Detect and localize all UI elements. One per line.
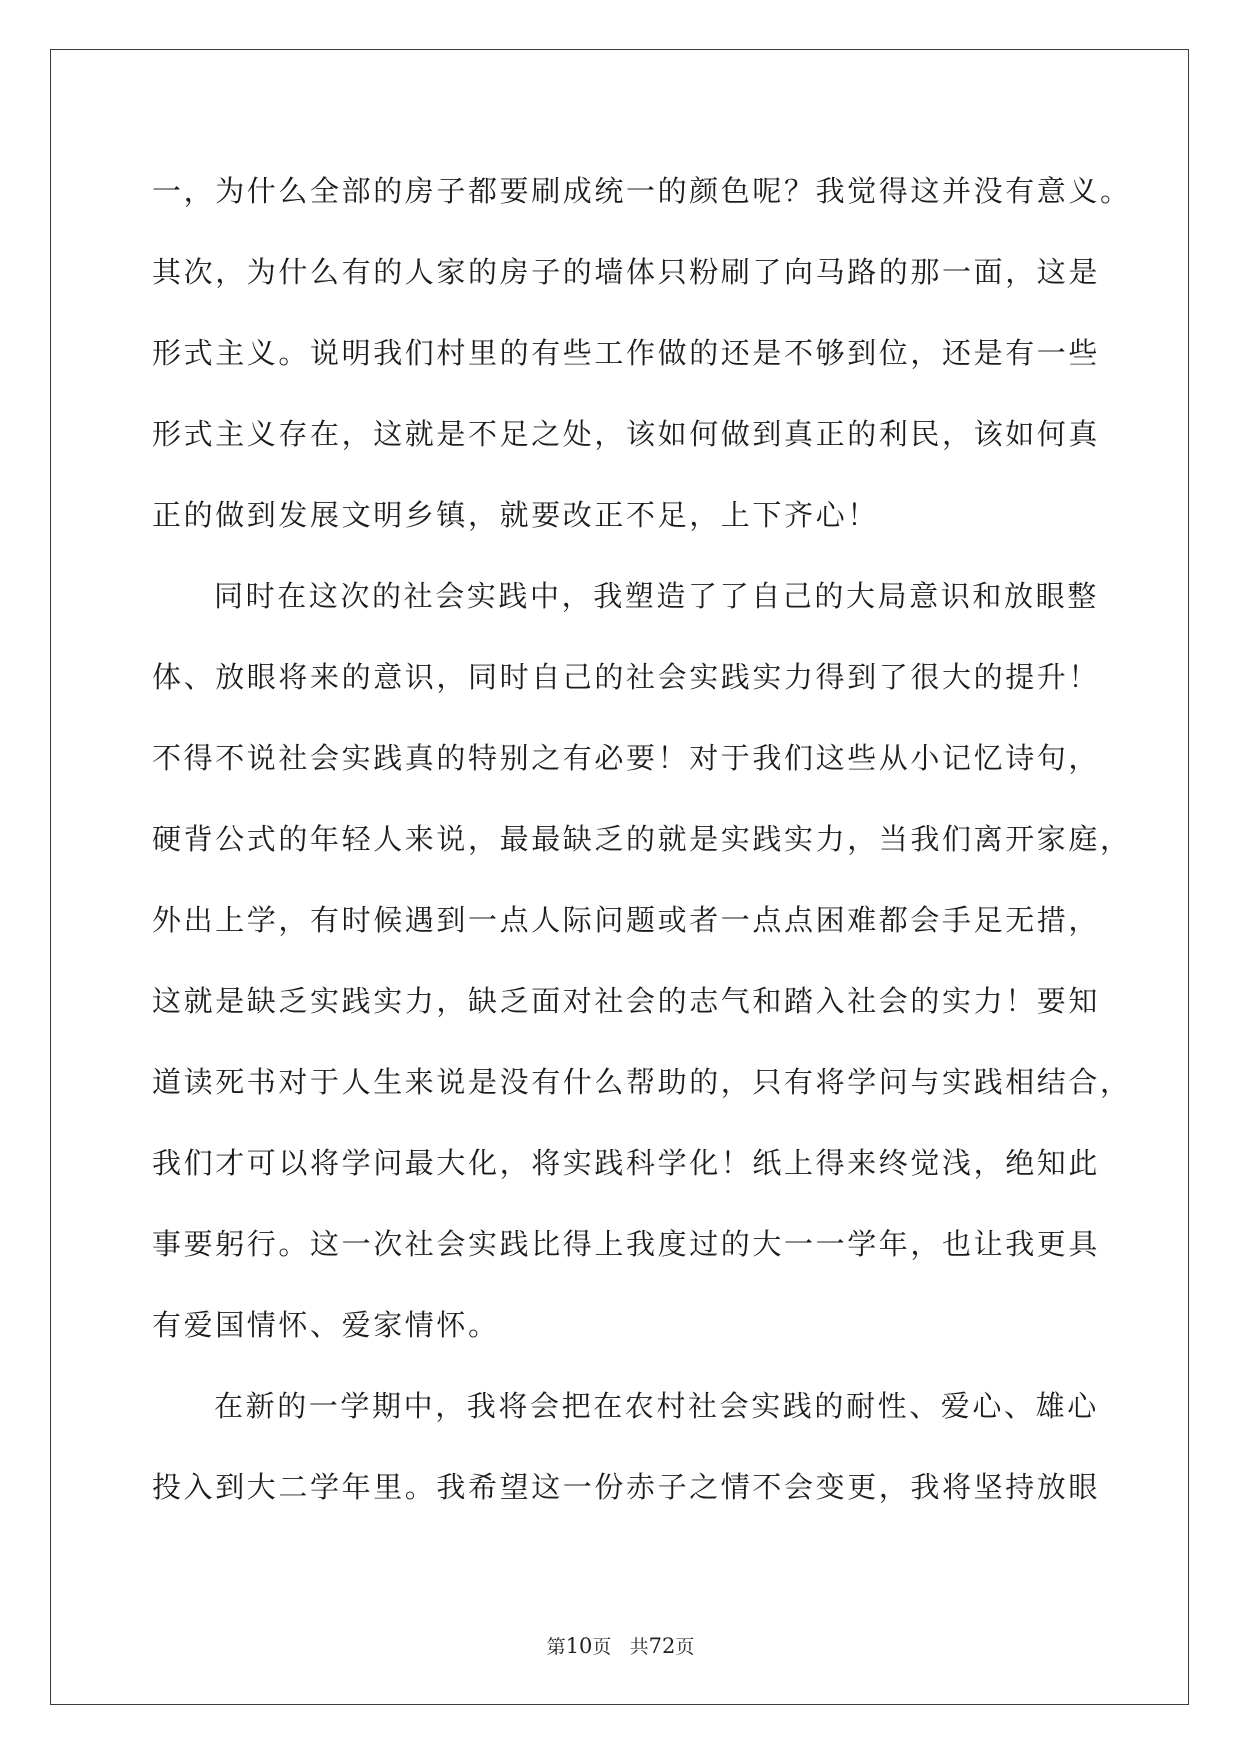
text-line: 正的做到发展文明乡镇，就要改正不足，上下齐心！ [152, 498, 879, 532]
page-footer [0, 1632, 1241, 1659]
text-line: 投入到大二学年里。我希望这一份赤子之情不会变更，我将坚持放眼 [152, 1470, 1101, 1504]
page-prefix: 第 [546, 1636, 566, 1658]
text-line: 其次，为什么有的人家的房子的墙体只粉刷了向马路的那一面，这是 [152, 255, 1101, 289]
text-line: 有爱国情怀、爱家情怀。 [152, 1308, 500, 1342]
page-number: 10 [565, 1634, 593, 1658]
text-line: 一，为什么全部的房子都要刷成统一的颜色呢？我觉得这并没有意义。 [152, 174, 1132, 208]
text-line: 道读死书对于人生来说是没有什么帮助的，只有将学问与实践相结合， [152, 1065, 1132, 1099]
page-suffix: 页 [592, 1636, 612, 1658]
text-line: 硬背公式的年轻人来说，最最缺乏的就是实践实力，当我们离开家庭， [152, 822, 1132, 856]
page-border [50, 49, 1189, 1705]
text-line: 外出上学，有时候遇到一点人际问题或者一点点困难都会手足无措， [152, 903, 1101, 937]
text-line: 体、放眼将来的意识，同时自己的社会实践实力得到了很大的提升！ [152, 660, 1101, 694]
total-pages: 72 [648, 1634, 676, 1658]
paragraph-first-line: 在新的一学期中，我将会把在农村社会实践的耐性、爱心、雄心 [214, 1389, 1099, 1423]
text-line: 不得不说社会实践真的特别之有必要！对于我们这些从小记忆诗句， [152, 741, 1101, 775]
text-line: 形式主义存在，这就是不足之处，该如何做到真正的利民，该如何真 [152, 417, 1101, 451]
text-line: 形式主义。说明我们村里的有些工作做的还是不够到位，还是有一些 [152, 336, 1101, 370]
total-prefix: 共 [629, 1636, 649, 1658]
paragraph-first-line: 同时在这次的社会实践中，我塑造了了自己的大局意识和放眼整 [214, 579, 1099, 613]
text-line: 事要躬行。这一次社会实践比得上我度过的大一一学年，也让我更具 [152, 1227, 1101, 1261]
total-suffix: 页 [675, 1636, 695, 1658]
text-line: 我们才可以将学问最大化，将实践科学化！纸上得来终觉浅，绝知此 [152, 1146, 1101, 1180]
text-line: 这就是缺乏实践实力，缺乏面对社会的志气和踏入社会的实力！要知 [152, 984, 1101, 1018]
